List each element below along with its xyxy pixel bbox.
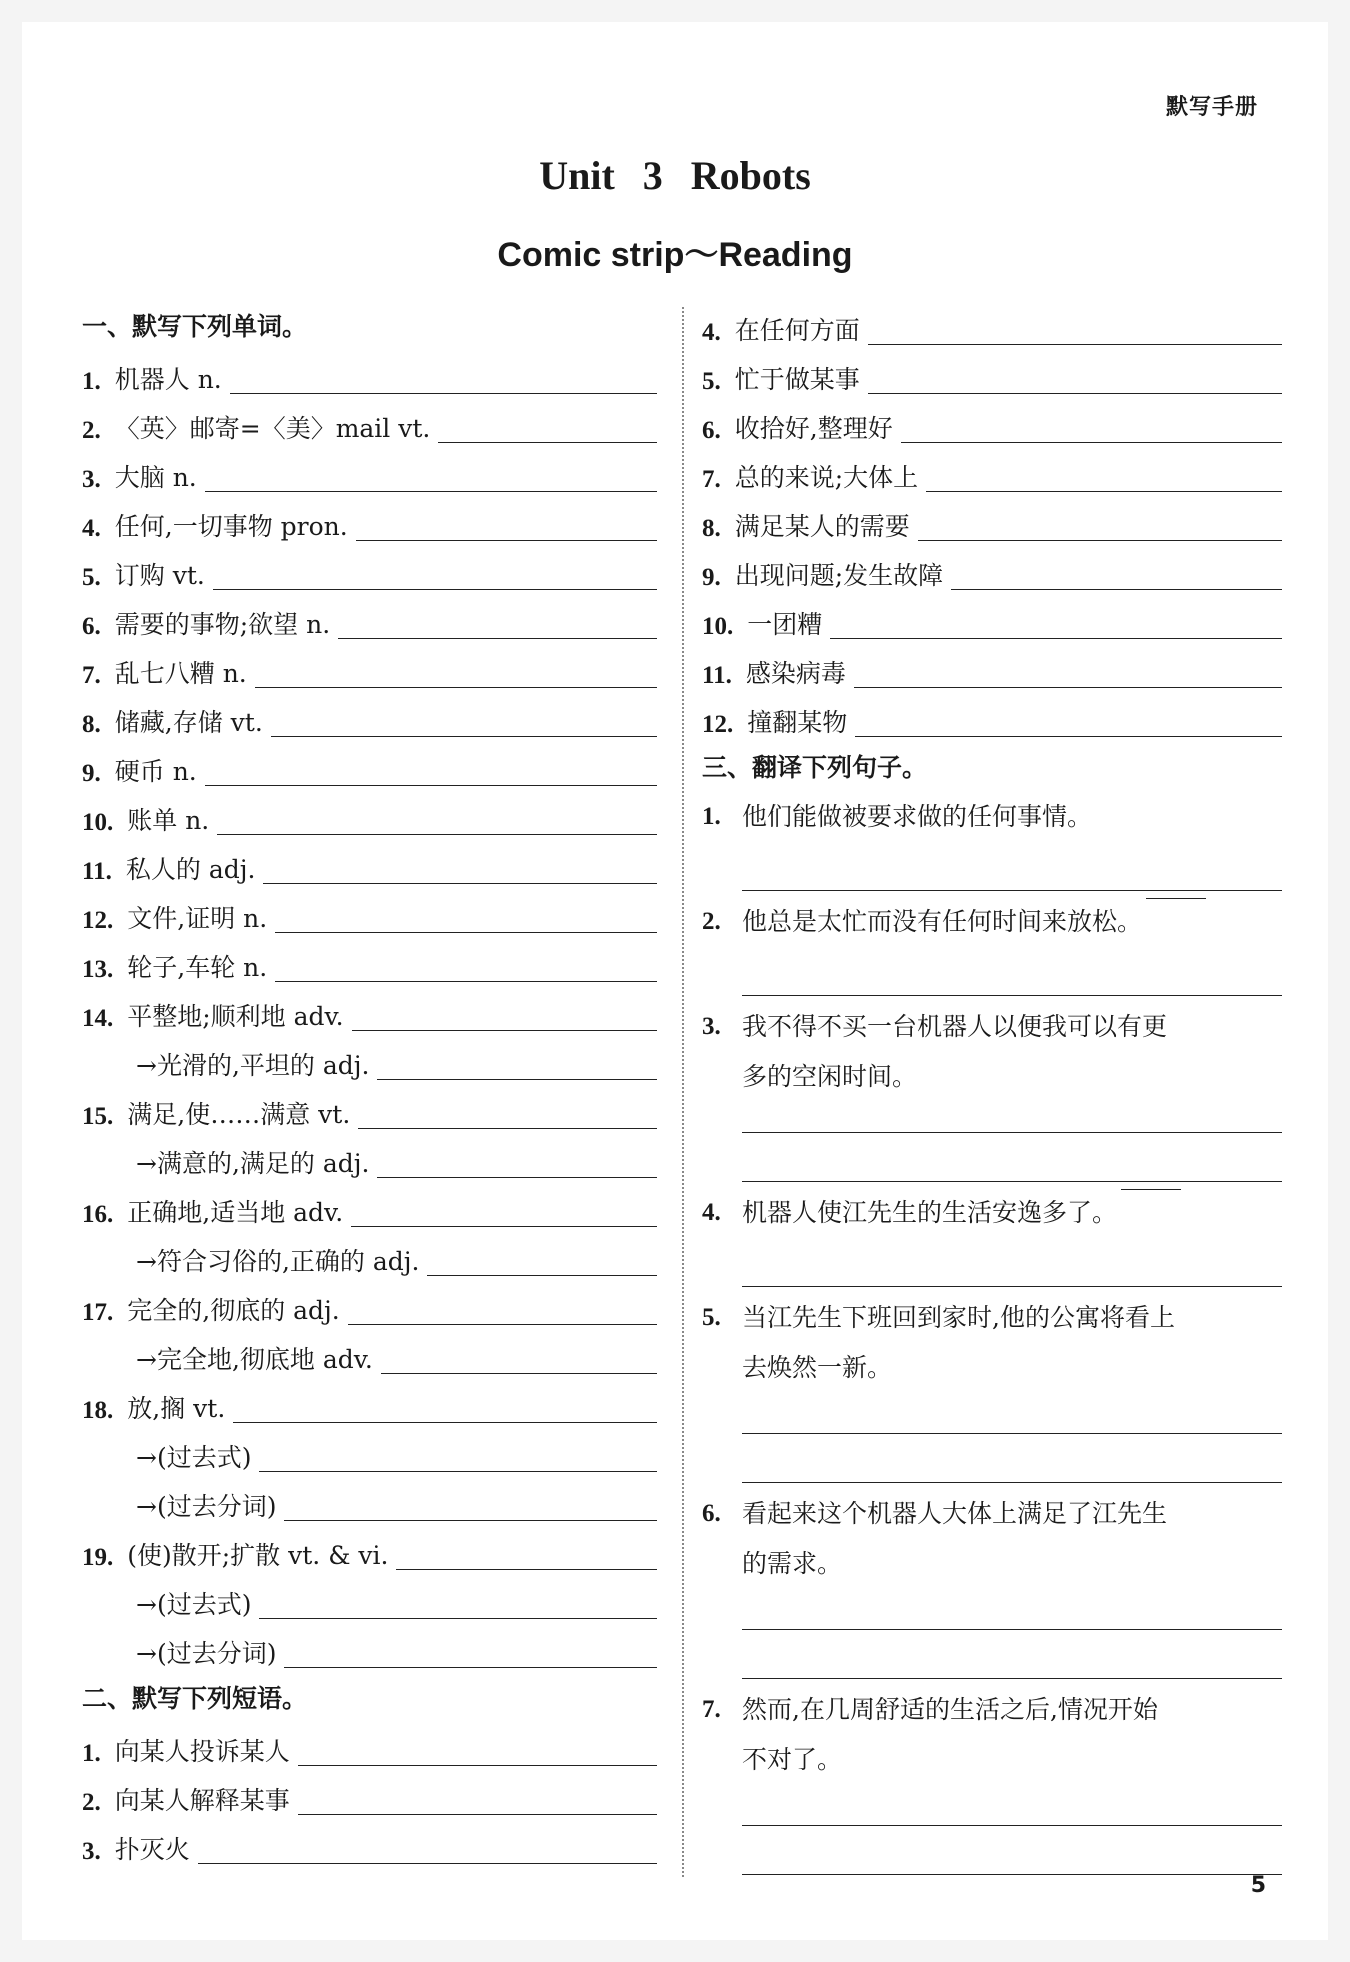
item-number: 5. — [702, 1304, 721, 1331]
answer-blank[interactable] — [926, 490, 1282, 492]
answer-line[interactable] — [742, 1102, 1282, 1133]
answer-blank[interactable] — [356, 539, 657, 541]
item-number: 10. — [702, 613, 734, 640]
item-number: 11. — [82, 858, 112, 885]
answer-line[interactable] — [742, 1434, 1282, 1483]
answer-blank[interactable] — [377, 1176, 657, 1178]
answer-blank[interactable] — [233, 1421, 657, 1423]
left-column — [82, 302, 657, 1870]
answer-line[interactable] — [742, 1238, 1282, 1287]
fill-in-item — [82, 1478, 657, 1527]
item-prompt: →光滑的,平坦的 adj. — [136, 1051, 370, 1080]
fill-in-item — [82, 1723, 657, 1772]
answer-line[interactable] — [1121, 1188, 1181, 1190]
item-number: 12. — [82, 907, 114, 934]
item-text: 我不得不买一台机器人以便我可以有更多的空闲时间。 — [742, 1012, 1168, 1091]
item-number: 2. — [82, 417, 101, 444]
answer-blank[interactable] — [438, 441, 657, 443]
fill-in-item — [82, 1184, 657, 1233]
translation-item — [702, 792, 1282, 891]
answer-blank[interactable] — [198, 1862, 657, 1864]
phrase-list-continued — [702, 302, 1282, 743]
answer-blank[interactable] — [205, 490, 657, 492]
fill-in-item — [702, 351, 1282, 400]
item-number: 1. — [702, 803, 721, 830]
item-number: 8. — [702, 515, 721, 542]
fill-in-item — [82, 498, 657, 547]
unit-title: Unit 3 Robots — [539, 153, 811, 198]
answer-blank[interactable] — [396, 1568, 657, 1570]
answer-blank[interactable] — [213, 588, 657, 590]
fill-in-item — [82, 841, 657, 890]
answer-line[interactable] — [742, 1826, 1282, 1875]
fill-in-item — [82, 1772, 657, 1821]
fill-in-item — [82, 351, 657, 400]
item-prompt: →(过去分词) — [136, 1492, 277, 1521]
fill-in-item — [82, 1233, 657, 1282]
answer-blank[interactable] — [338, 637, 657, 639]
item-number: 5. — [702, 368, 721, 395]
item-prompt: 满足某人的需要 — [734, 512, 910, 541]
fill-in-item — [82, 1135, 657, 1184]
item-prompt: 在任何方面 — [734, 316, 860, 345]
translation-item — [702, 1685, 1282, 1875]
fill-in-item — [82, 1380, 657, 1429]
answer-blank[interactable] — [427, 1274, 657, 1276]
answer-blank[interactable] — [918, 539, 1282, 541]
item-prompt: 储藏,存储 vt. — [114, 708, 263, 737]
answer-blank[interactable] — [259, 1617, 657, 1619]
item-prompt: 文件,证明 n. — [127, 904, 268, 933]
item-number: 6. — [702, 1500, 721, 1527]
column-divider — [682, 307, 684, 1877]
answer-blank[interactable] — [901, 441, 1282, 443]
item-prompt: 订购 vt. — [114, 561, 205, 590]
fill-in-item — [702, 596, 1282, 645]
answer-blank[interactable] — [275, 931, 657, 933]
item-number: 16. — [82, 1201, 114, 1228]
item-number: 9. — [82, 760, 101, 787]
item-prompt: 〈英〉邮寄=〈美〉mail vt. — [114, 414, 431, 443]
item-prompt: →(过去式) — [136, 1443, 252, 1472]
answer-blank[interactable] — [263, 882, 657, 884]
section-1-heading: 一、默写下列单词。 — [82, 312, 308, 341]
fill-in-item — [702, 694, 1282, 743]
item-prompt: →(过去式) — [136, 1590, 252, 1619]
item-prompt: 出现问题;发生故障 — [734, 561, 944, 590]
translation-item — [702, 1188, 1282, 1287]
fill-in-item — [82, 1037, 657, 1086]
fill-in-item — [82, 1429, 657, 1478]
answer-blank[interactable] — [830, 637, 1282, 639]
answer-line[interactable] — [742, 947, 1282, 996]
fill-in-item — [82, 1282, 657, 1331]
item-number: 19. — [82, 1544, 114, 1571]
item-prompt: 放,搁 vt. — [127, 1394, 226, 1423]
item-prompt: 满足,使……满意 vt. — [127, 1100, 351, 1129]
translation-item — [702, 897, 1282, 996]
fill-in-item — [82, 939, 657, 988]
section-2-heading: 二、默写下列短语。 — [82, 1684, 308, 1713]
unit-subtitle: Comic strip～Reading — [497, 236, 853, 274]
item-prompt: 向某人投诉某人 — [114, 1737, 290, 1766]
item-number: 13. — [82, 956, 114, 983]
item-prompt: 收拾好,整理好 — [734, 414, 893, 443]
answer-blank[interactable] — [298, 1764, 657, 1766]
item-number: 15. — [82, 1103, 114, 1130]
fill-in-item — [702, 302, 1282, 351]
fill-in-item — [82, 1331, 657, 1380]
item-text: 他总是太忙而没有任何时间来放松。 — [742, 907, 1143, 936]
item-number: 2. — [702, 908, 721, 935]
answer-blank[interactable] — [271, 735, 657, 737]
fill-in-item — [82, 1821, 657, 1870]
item-prompt: 一团糟 — [747, 610, 823, 639]
answer-line[interactable] — [1146, 897, 1206, 899]
item-number: 8. — [82, 711, 101, 738]
item-prompt: 硬币 n. — [114, 757, 197, 786]
fill-in-item — [702, 449, 1282, 498]
answer-blank[interactable] — [230, 392, 657, 394]
fill-in-item — [702, 400, 1282, 449]
handbook-label: 默写手册 — [1165, 95, 1258, 120]
fill-in-item — [82, 1576, 657, 1625]
item-prompt: 任何,一切事物 pron. — [114, 512, 348, 541]
fill-in-item — [702, 498, 1282, 547]
answer-blank[interactable] — [284, 1519, 657, 1521]
fill-in-item — [82, 596, 657, 645]
answer-blank[interactable] — [275, 980, 657, 982]
item-prompt: →满意的,满足的 adj. — [136, 1149, 370, 1178]
item-prompt: 忙于做某事 — [734, 365, 860, 394]
section-3-heading: 三、翻译下列句子。 — [702, 753, 928, 782]
item-number: 3. — [82, 466, 101, 493]
answer-blank[interactable] — [284, 1666, 657, 1668]
answer-blank[interactable] — [298, 1813, 657, 1815]
item-prompt: 总的来说;大体上 — [734, 463, 919, 492]
worksheet-page — [22, 22, 1328, 1940]
item-number: 10. — [82, 809, 114, 836]
answer-blank[interactable] — [351, 1225, 657, 1227]
item-number: 17. — [82, 1299, 114, 1326]
item-text: 当江先生下班回到家时,他的公寓将看上去焕然一新。 — [742, 1303, 1175, 1382]
word-list — [82, 351, 657, 1674]
item-prompt: 机器人 n. — [114, 365, 222, 394]
item-number: 5. — [82, 564, 101, 591]
item-text: 看起来这个机器人大体上满足了江先生的需求。 — [742, 1499, 1168, 1578]
item-prompt: 平整地;顺利地 adv. — [127, 1002, 344, 1031]
page-number: 5 — [1250, 1873, 1266, 1898]
answer-blank[interactable] — [951, 588, 1282, 590]
item-prompt: 乱七八糟 n. — [114, 659, 247, 688]
fill-in-item — [702, 547, 1282, 596]
item-number: 7. — [702, 1696, 721, 1723]
item-prompt: 撞翻某物 — [747, 708, 848, 737]
item-prompt: 完全的,彻底的 adj. — [127, 1296, 340, 1325]
answer-line[interactable] — [742, 1393, 1282, 1434]
item-text: 机器人使江先生的生活安逸多了。 — [742, 1198, 1118, 1227]
answer-line[interactable] — [742, 1133, 1282, 1182]
fill-in-item — [82, 694, 657, 743]
answer-line[interactable] — [742, 1785, 1282, 1826]
translation-item — [702, 1489, 1282, 1679]
item-number: 4. — [702, 319, 721, 346]
fill-in-item — [82, 400, 657, 449]
item-number: 14. — [82, 1005, 114, 1032]
fill-in-item — [702, 645, 1282, 694]
answer-line[interactable] — [742, 1630, 1282, 1679]
item-number: 4. — [82, 515, 101, 542]
item-prompt: (使)散开;扩散 vt. & vi. — [127, 1541, 389, 1570]
item-prompt: 私人的 adj. — [125, 855, 256, 884]
item-number: 1. — [82, 368, 101, 395]
answer-blank[interactable] — [855, 735, 1282, 737]
item-number: 3. — [702, 1013, 721, 1040]
item-prompt: 感染病毒 — [745, 659, 846, 688]
item-number: 4. — [702, 1199, 721, 1226]
answer-blank[interactable] — [854, 686, 1282, 688]
fill-in-item — [82, 988, 657, 1037]
item-text: 他们能做被要求做的任何事情。 — [742, 802, 1093, 831]
item-prompt: →符合习俗的,正确的 adj. — [136, 1247, 420, 1276]
item-number: 3. — [82, 1838, 101, 1865]
item-prompt: 轮子,车轮 n. — [127, 953, 268, 982]
answer-blank[interactable] — [868, 392, 1282, 394]
item-prompt: 向某人解释某事 — [114, 1786, 290, 1815]
answer-blank[interactable] — [259, 1470, 657, 1472]
answer-blank[interactable] — [377, 1078, 657, 1080]
fill-in-item — [82, 1086, 657, 1135]
item-number: 6. — [702, 417, 721, 444]
fill-in-item — [82, 792, 657, 841]
fill-in-item — [82, 547, 657, 596]
item-number: 7. — [702, 466, 721, 493]
item-text: 然而,在几周舒适的生活之后,情况开始不对了。 — [742, 1695, 1158, 1774]
answer-blank[interactable] — [358, 1127, 657, 1129]
item-prompt: 账单 n. — [127, 806, 210, 835]
answer-line[interactable] — [742, 1589, 1282, 1630]
item-number: 7. — [82, 662, 101, 689]
answer-blank[interactable] — [352, 1029, 657, 1031]
answer-line[interactable] — [742, 842, 1282, 891]
phrase-list — [82, 1723, 657, 1870]
item-prompt: →完全地,彻底地 adv. — [136, 1345, 373, 1374]
fill-in-item — [82, 449, 657, 498]
item-number: 12. — [702, 711, 734, 738]
fill-in-item — [82, 890, 657, 939]
fill-in-item — [82, 1625, 657, 1674]
item-number: 6. — [82, 613, 101, 640]
answer-blank[interactable] — [205, 784, 657, 786]
fill-in-item — [82, 743, 657, 792]
item-prompt: 大脑 n. — [114, 463, 197, 492]
item-number: 1. — [82, 1740, 101, 1767]
item-number: 11. — [702, 662, 732, 689]
item-number: 2. — [82, 1789, 101, 1816]
item-number: 18. — [82, 1397, 114, 1424]
answer-blank[interactable] — [381, 1372, 657, 1374]
answer-blank[interactable] — [348, 1323, 657, 1325]
item-prompt: 正确地,适当地 adv. — [127, 1198, 344, 1227]
answer-blank[interactable] — [868, 343, 1282, 345]
item-prompt: →(过去分词) — [136, 1639, 277, 1668]
item-prompt: 扑灭火 — [114, 1835, 190, 1864]
fill-in-item — [82, 645, 657, 694]
item-prompt: 需要的事物;欲望 n. — [114, 610, 331, 639]
answer-blank[interactable] — [255, 686, 657, 688]
answer-blank[interactable] — [217, 833, 657, 835]
fill-in-item — [82, 1527, 657, 1576]
translation-item — [702, 1293, 1282, 1483]
translation-item — [702, 1002, 1282, 1182]
item-number: 9. — [702, 564, 721, 591]
right-column — [702, 302, 1282, 1875]
